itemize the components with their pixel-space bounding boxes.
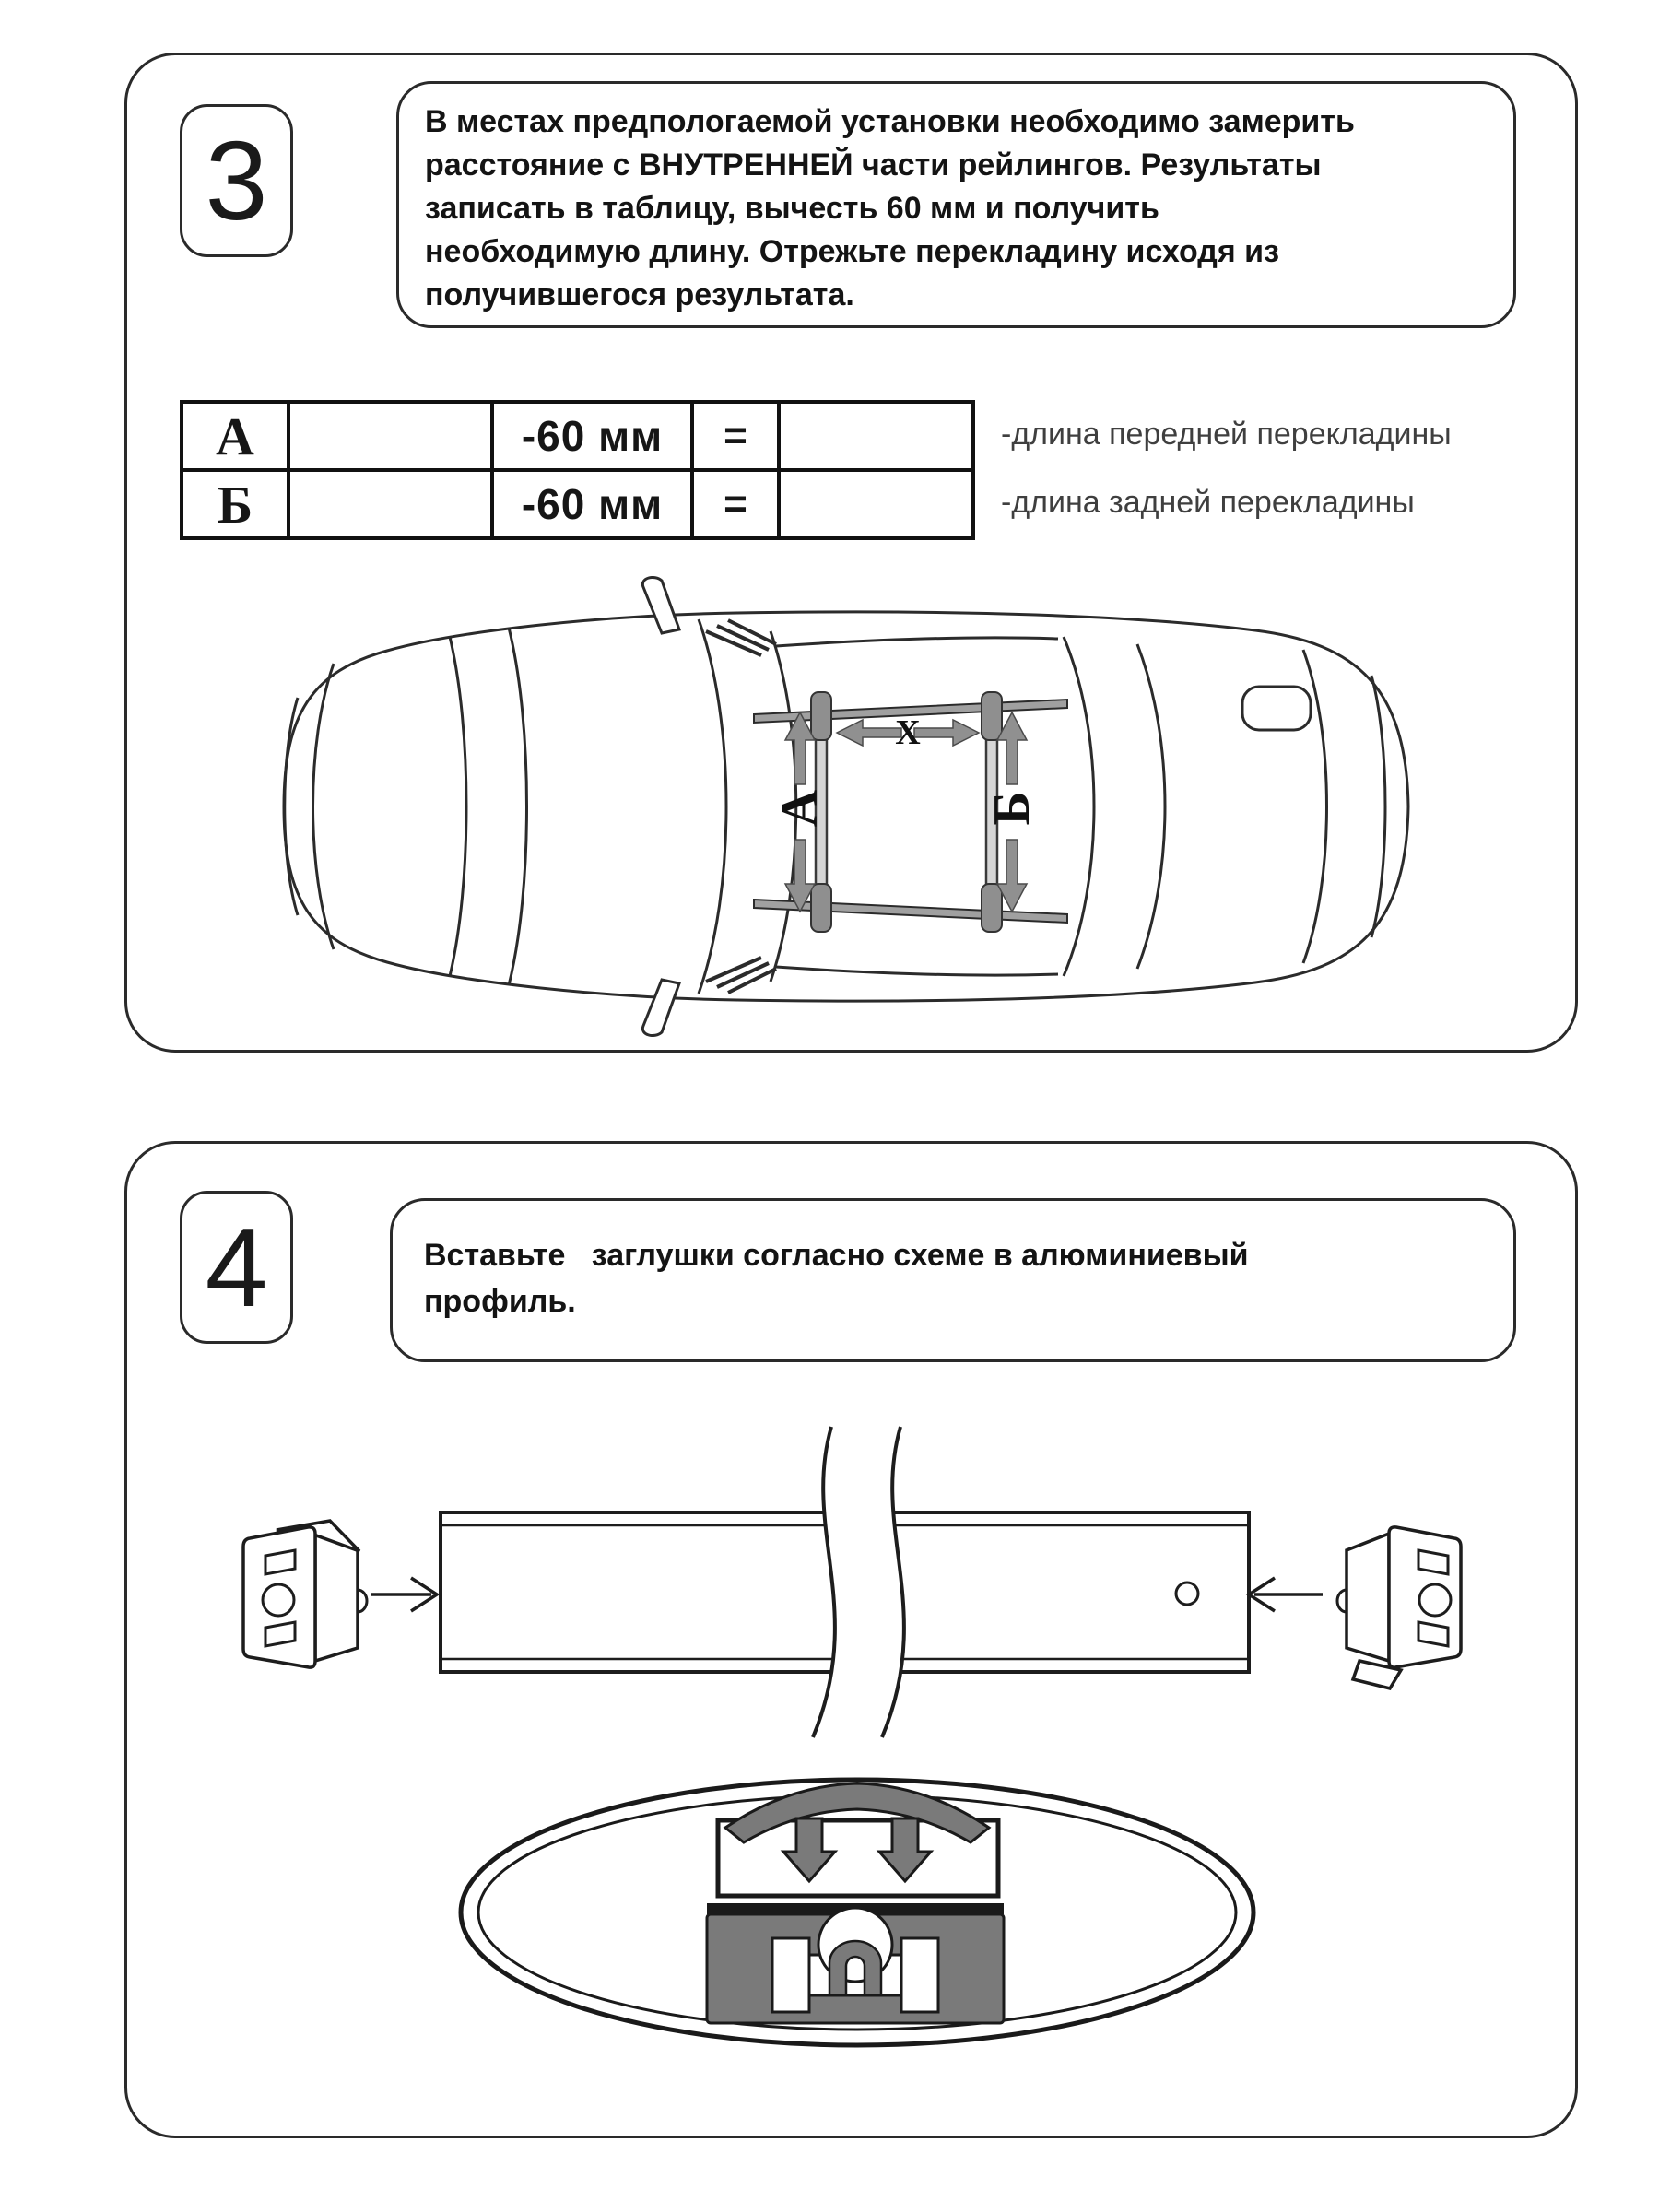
right-end-plug (1337, 1527, 1461, 1688)
row-a-key-cell: А (182, 402, 288, 470)
step-4-number: 4 (205, 1205, 268, 1330)
row-a-subtract-cell: -60 мм (492, 402, 692, 470)
row-b-equals-cell: = (692, 470, 779, 538)
row-a-result-cell (779, 402, 973, 470)
step-3-instruction-line: расстояние с ВНУТРЕННЕЙ части рейлингов. Результаты (425, 147, 1322, 182)
row-a-equals-cell: = (692, 402, 779, 470)
row-a-measured-cell (288, 402, 492, 470)
rear-bar-label: Б (983, 791, 1041, 826)
row-b-result-cell (779, 470, 973, 538)
distance-x-label: X (895, 713, 921, 752)
step-3-instruction-line: записать в таблицу, вычесть 60 мм и получить (425, 191, 1159, 226)
step-4-number-badge (180, 1191, 293, 1344)
side-mirror-top (642, 577, 679, 633)
step-3-instruction-line: получившегося результата. (425, 277, 854, 312)
table-row (182, 470, 973, 538)
step-3-instruction-line: В местах предпологаемой установки необходимо замерить (425, 104, 1355, 139)
step-4-instruction-box (390, 1198, 1516, 1362)
step-3-instruction-line: необходимую длину. Отрежьте перекладину исходя из (425, 234, 1279, 269)
rear-bar-note: -длина задней перекладины (1001, 484, 1415, 520)
profile-with-plugs-diagram (221, 1419, 1493, 1770)
row-b-key-cell: Б (182, 470, 288, 538)
roof-antenna (1242, 687, 1311, 730)
front-bar-label: А (771, 789, 829, 828)
step-3-number: 3 (205, 118, 268, 243)
step-4-instruction-line: профиль. (424, 1284, 576, 1319)
insert-arrow-right-icon (1249, 1578, 1323, 1611)
row-b-subtract-cell: -60 мм (492, 470, 692, 538)
front-bar-note: -длина передней перекладины (1001, 416, 1452, 452)
car-top-view-diagram (212, 576, 1447, 1037)
step-3-number-badge (180, 104, 293, 257)
insert-arrow-left-icon (371, 1578, 437, 1611)
row-b-measured-cell (288, 470, 492, 538)
step-3-instruction-box (396, 81, 1516, 328)
profile-hole (1176, 1583, 1198, 1605)
side-mirror-bottom (642, 980, 679, 1036)
car-body-outline (284, 577, 1408, 1035)
measurement-table (180, 400, 975, 540)
table-row (182, 402, 973, 470)
arrow-x-left-icon (837, 720, 901, 746)
step-4-instruction-line: Вставьте заглушки согласно схеме в алюминиевый (424, 1238, 1249, 1273)
left-end-plug (243, 1521, 367, 1667)
profile-cross-section-diagram (452, 1774, 1263, 2051)
arrow-x-right-icon (914, 720, 979, 746)
